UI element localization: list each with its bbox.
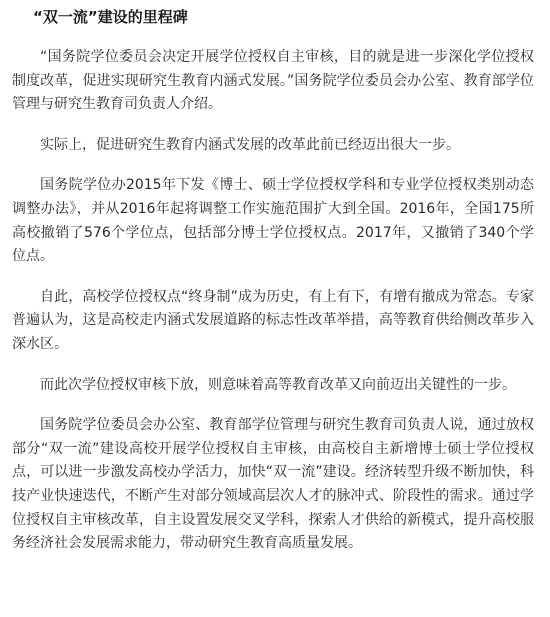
article-paragraph-5: 而此次学位授权审核下放，则意味着高等教育改革又向前迈出关键性的一步。 [40,376,516,393]
article-paragraph-3: 国务院学位办2015年下发《博士、硕士学位授权学科和专业学位授权类别动态调整办法》，并从2016年起将调整工作实施范围扩大到全国。2016年，全国175所高校撤销了576个学位点，包括部分博士学位授权点。2017年，又撤销了340个学位点。 [12,177,534,265]
article-paragraph-4: 自此，高校学位授权点“终身制”成为历史，有上有下，有增有撤成为常态。专家普遍认为，这是高校走内涵式发展道路的标志性改革举措，高等教育供给侧改革步入深水区。 [12,288,534,352]
article-paragraph-2: 实际上，促进研究生教育内涵式发展的改革此前已经迈出很大一步。 [40,136,460,153]
article-heading: “双一流”建设的里程碑 [33,8,188,26]
article-body [12,46,534,556]
article-paragraph-1: “国务院学位委员会决定开展学位授权自主审核，目的就是进一步深化学位授权制度改革，促进实现研究生教育内涵式发展。”国务院学位委员会办公室、教育部学位管理与研究生教育司负责人介绍。 [12,49,534,113]
article-paragraph-6: 国务院学位委员会办公室、教育部学位管理与研究生教育司负责人说，通过放权部分“双一流”建设高校开展学位授权自主审核，由高校自主新增博士硕士学位授权点，可以进一步激发高校办学活力，加快“双一流”建设。经济转型升级不断加快，科技产业快速迭代，不断产生对部分领域高层次人才的脉冲式、阶段性的需求。通过学位授权自主审核改革，自主设置发展交叉学科，探索人才供给的新模式，提升高校服务经济社会发展需求能力，带动研究生教育高质量发展。 [12,417,534,552]
